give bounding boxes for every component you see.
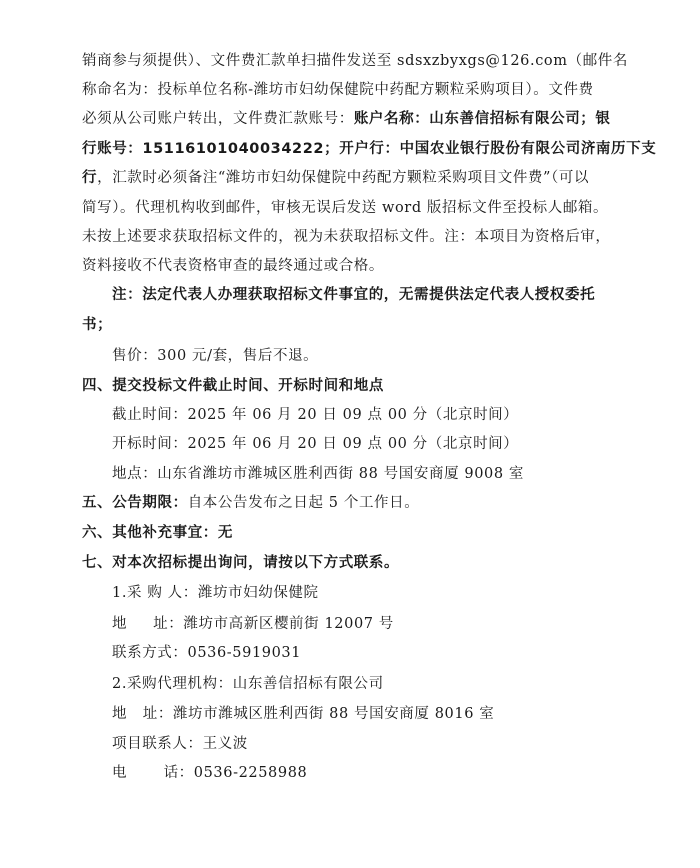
paragraph-line-8: 资料接收不代表资格审查的最终通过或合格。 [82, 258, 384, 274]
price-text: 售价：300 元/套，售后不退。 [112, 348, 319, 364]
buyer-contact-value: 0536-5919031 [187, 645, 302, 661]
agency-phone-label: 电 话： [112, 765, 194, 781]
section-7-heading: 七、对本次招标提出询问，请按以下方式联系。 [82, 555, 400, 571]
opening-location: 地点：山东省潍坊市潍城区胜利西街 88 号国安商厦 9008 室 [112, 466, 524, 482]
deadline-time: 截止时间：2025 年 06 月 20 日 09 点 00 分（北京时间） [112, 407, 519, 423]
agency-value: 山东善信招标有限公司 [232, 676, 384, 692]
paragraph-line-3 [82, 109, 611, 129]
agency-line [112, 674, 384, 694]
opening-time: 开标时间：2025 年 06 月 20 日 09 点 00 分（北京时间） [112, 436, 519, 452]
agency-phone-value: 0536-2258988 [193, 765, 308, 781]
section-5-text: 自本公告发布之日起 5 个工作日。 [187, 495, 420, 511]
section-4-heading: 四、提交投标文件截止时间、开标时间和地点 [82, 378, 384, 394]
agency-person-label: 项目联系人： [112, 736, 203, 752]
agency-address-line [112, 704, 494, 724]
paragraph-line-5 [82, 168, 589, 188]
agency-phone-line [112, 763, 307, 783]
paragraph-line-4: 行账号：15116101040034222；开户行：中国农业银行股份有限公司济南历下支 [82, 141, 657, 157]
buyer-label: 1.采 购 人： [112, 585, 198, 601]
buyer-address-value: 潍坊市高新区樱前街 12007 号 [183, 616, 394, 632]
buyer-address-line [112, 614, 394, 634]
agency-person-line [112, 734, 248, 754]
note-line-1: 注：法定代表人办理获取招标文件事宜的，无需提供法定代表人授权委托 [112, 287, 596, 303]
section-5 [82, 493, 419, 513]
agency-address-value: 潍坊市潍城区胜利西街 88 号国安商厦 8016 室 [172, 706, 495, 722]
paragraph-line-1: 销商参与须提供）、文件费汇款单扫描件发送至 sdsxzbyxgs@126.com（邮件名 [82, 53, 628, 69]
buyer-contact-label: 联系方式： [112, 645, 188, 661]
buyer-contact-line [112, 643, 301, 663]
paragraph-line-2: 称命名为：投标单位名称-潍坊市妇幼保健院中药配方颗粒采购项目）。文件费 [82, 82, 594, 98]
paragraph-line-3-text: 必须从公司账户转出，文件费汇款账号： [82, 111, 354, 127]
agency-person-value: 王义波 [202, 736, 248, 752]
paragraph-line-7: 未按上述要求获取招标文件的，视为未获取招标文件。注：本项目为资格后审， [82, 229, 611, 245]
paragraph-line-6: 简写）。代理机构收到邮件，审核无误后发送 word 版招标文件至投标人邮箱。 [82, 200, 609, 216]
section-5-heading: 五、公告期限： [82, 495, 188, 511]
bank-branch-end-text: 行 [82, 170, 98, 186]
buyer-line [112, 583, 319, 603]
agency-label: 2.采购代理机构： [112, 676, 233, 692]
agency-address-label: 地 址： [112, 706, 173, 722]
buyer-address-label: 地 址： [112, 616, 184, 632]
paragraph-line-5-text: ，汇款时必须备注“潍坊市妇幼保健院中药配方颗粒采购项目文件费”（可以 [97, 170, 590, 186]
buyer-value: 潍坊市妇幼保健院 [197, 585, 319, 601]
section-6-heading: 六、其他补充事宜：无 [82, 525, 233, 541]
account-name-text: 账户名称：山东善信招标有限公司；银 [353, 111, 611, 127]
note-line-2: 书； [82, 317, 113, 333]
